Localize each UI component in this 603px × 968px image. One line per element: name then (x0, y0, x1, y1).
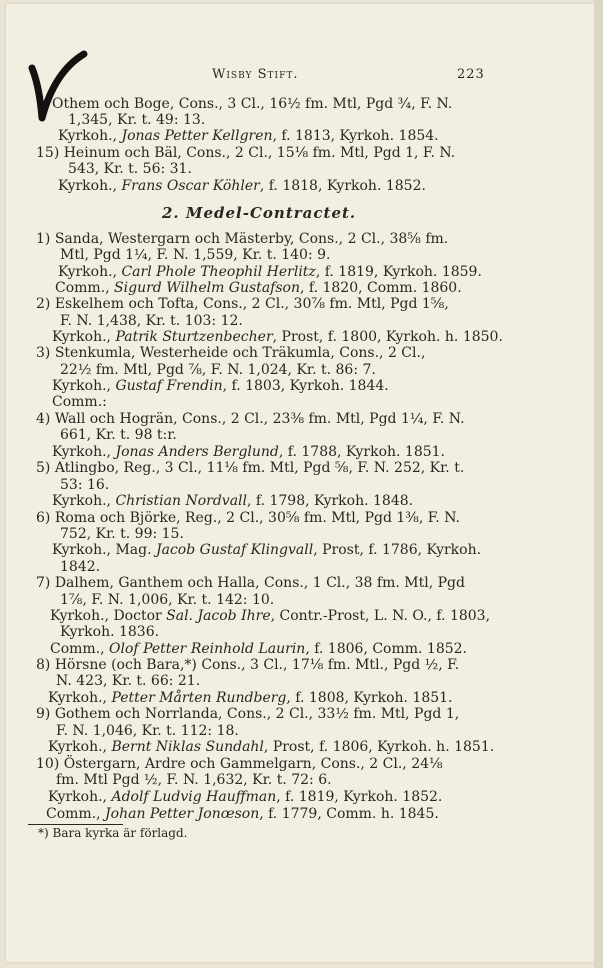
text-line (36, 706, 459, 722)
text-run: Kyrkoh., Doctor (50, 608, 167, 624)
text-run: Kyrkoh., (58, 264, 122, 280)
text-run: , f. 1820, Comm. 1860. (299, 280, 462, 296)
text-run: Kyrkoh., (58, 128, 122, 144)
text-line (50, 641, 467, 657)
text-run: Comm., (55, 280, 115, 296)
text-line (52, 394, 107, 410)
footnote-rule (28, 824, 123, 825)
text-run: Comm., (50, 641, 110, 657)
text-run: fm. Mtl Pgd ½, F. N. 1,632, Kr. t. 72: 6. (56, 772, 332, 788)
text-line (56, 673, 200, 689)
text-run: , f. 1779, Comm. h. 1845. (259, 806, 439, 822)
text-line (68, 112, 205, 128)
text-run: Mtl, Pgd 1¼, F. N. 1,559, Kr. t. 140: 9. (60, 247, 331, 263)
text-run: Kyrkoh., (52, 329, 116, 345)
text-line (36, 657, 459, 673)
text-run: , Prost, f. 1800, Kyrkoh. h. 1850. (272, 329, 503, 345)
person-name: Olof Petter Reinhold Laurin (109, 641, 306, 657)
text-run: , f. 1803, Kyrkoh. 1844. (222, 378, 389, 394)
text-line (60, 526, 184, 542)
text-run: 3) Stenkumla, Westerheide och Träkumla, Cons., 2 Cl., (36, 345, 426, 361)
text-run: 1842. (60, 559, 101, 575)
text-run: 752, Kr. t. 99: 15. (60, 526, 184, 542)
text-line (50, 608, 490, 624)
person-name: Gustaf Frendin (115, 378, 223, 394)
person-name: Petter Mårten Rundberg (111, 690, 287, 706)
text-line (58, 178, 426, 194)
text-run: Kyrkoh., (52, 444, 116, 460)
text-line (56, 772, 332, 788)
text-line (56, 723, 239, 739)
text-run: , f. 1788, Kyrkoh. 1851. (278, 444, 445, 460)
person-name: Patrik Sturtzenbecher (115, 329, 273, 345)
text-line (60, 427, 177, 443)
person-name: Adolf Ludvig Hauffman (111, 789, 277, 805)
text-run: 661, Kr. t. 98 t:r. (60, 427, 177, 443)
text-run: 53: 16. (60, 477, 110, 493)
text-run: Kyrkoh., (52, 493, 116, 509)
running-header-title: Wisby Stift. (212, 67, 299, 82)
person-name: Carl Phole Theophil Herlitz (121, 264, 316, 280)
person-name: Frans Oscar Köhler (121, 178, 260, 194)
text-run: 15) Heinum och Bäl, Cons., 2 Cl., 15⅛ fm. Mtl, Pgd 1, F. N. (36, 145, 456, 161)
person-name: Sigurd Wilhelm Gustafson (114, 280, 300, 296)
text-run: Comm., (46, 806, 106, 822)
text-line (36, 575, 465, 591)
text-run: 543, Kr. t. 56: 31. (68, 161, 192, 177)
text-line (60, 477, 109, 493)
text-line (36, 510, 460, 526)
text-run: , Contr.-Prost, L. N. O., f. 1803, (270, 608, 491, 624)
text-line (46, 806, 439, 822)
text-run: Kyrkoh. 1836. (60, 624, 160, 640)
text-run: Kyrkoh., (48, 789, 112, 805)
text-line (55, 280, 462, 296)
footnote: *) Bara kyrka är förlagd. (38, 826, 188, 840)
text-run: 1,345, Kr. t. 49: 13. (68, 112, 206, 128)
person-name: Bernt Niklas Sundahl (111, 739, 264, 755)
text-line (52, 329, 503, 345)
text-line (58, 128, 439, 144)
person-name: Johan Petter Jonœson (105, 806, 260, 822)
person-name: Sal. Jacob Ihre (166, 608, 271, 624)
text-run: 1) Sanda, Westergarn och Mästerby, Cons., 2 Cl., 38⅝ fm. (36, 231, 449, 247)
text-line (36, 756, 443, 772)
text-line (60, 362, 376, 378)
text-run: 10) Östergarn, Ardre och Gammelgarn, Cons., 2 Cl., 24⅛ (36, 756, 443, 772)
person-name: Jonas Anders Berglund (115, 444, 279, 460)
text-run: Othem och Boge, Cons., 3 Cl., 16½ fm. Mtl, Pgd ¾, F. N. (52, 96, 453, 112)
text-run: 1⅞, F. N. 1,006, Kr. t. 142: 10. (60, 592, 275, 608)
text-run: F. N. 1,046, Kr. t. 112: 18. (56, 723, 239, 739)
text-run: 4) Wall och Hogrän, Cons., 2 Cl., 23⅜ fm. Mtl, Pgd 1¼, F. N. (36, 411, 465, 427)
text-run: , f. 1806, Comm. 1852. (305, 641, 468, 657)
text-line (60, 313, 243, 329)
text-line (48, 789, 442, 805)
text-run: Comm.: (52, 394, 107, 410)
text-run: Kyrkoh., (48, 690, 112, 706)
text-run: , f. 1813, Kyrkoh. 1854. (272, 128, 439, 144)
text-line (52, 96, 452, 112)
text-line (36, 411, 465, 427)
text-run: , f. 1808, Kyrkoh. 1851. (286, 690, 453, 706)
text-line (60, 247, 330, 263)
text-run: F. N. 1,438, Kr. t. 103: 12. (60, 313, 243, 329)
text-run: , f. 1818, Kyrkoh. 1852. (259, 178, 426, 194)
text-run: Kyrkoh., (48, 739, 112, 755)
text-run: Kyrkoh., (52, 378, 116, 394)
text-line (36, 345, 425, 361)
text-run: N. 423, Kr. t. 66: 21. (56, 673, 201, 689)
text-line (60, 559, 100, 575)
text-line (36, 460, 464, 476)
text-run: , Prost, f. 1806, Kyrkoh. h. 1851. (263, 739, 495, 755)
text-run: 6) Roma och Björke, Reg., 2 Cl., 30⅝ fm. Mtl, Pgd 1⅜, F. N. (36, 510, 460, 526)
text-run: Kyrkoh., Mag. (52, 542, 156, 558)
page-number: 223 (457, 67, 485, 82)
text-run: , f. 1798, Kyrkoh. 1848. (247, 493, 414, 509)
text-run: 2) Eskelhem och Tofta, Cons., 2 Cl., 30⅞ fm. Mtl, Pgd 1⅝, (36, 296, 449, 312)
text-line (52, 493, 413, 509)
text-line (48, 739, 494, 755)
text-run: 7) Dalhem, Ganthem och Halla, Cons., 1 Cl., 38 fm. Mtl, Pgd (36, 575, 465, 591)
text-line (58, 264, 482, 280)
section-heading: 2. Medel-Contractet. (162, 204, 357, 222)
text-line (36, 296, 449, 312)
text-run: , f. 1819, Kyrkoh. 1852. (276, 789, 443, 805)
text-run: 5) Atlingbo, Reg., 3 Cl., 11⅛ fm. Mtl, Pgd ⅝, F. N. 252, Kr. t. (36, 460, 465, 476)
page-edge (594, 0, 603, 968)
text-run: 22½ fm. Mtl, Pgd ⅞, F. N. 1,024, Kr. t. 86: 7. (60, 362, 376, 378)
text-run: 9) Gothem och Norrlanda, Cons., 2 Cl., 33½ fm. Mtl, Pgd 1, (36, 706, 460, 722)
text-line (36, 231, 448, 247)
text-line (48, 690, 453, 706)
text-line (52, 444, 445, 460)
text-line (60, 592, 274, 608)
text-run: 8) Hörsne (och Bara,*) Cons., 3 Cl., 17⅛ fm. Mtl., Pgd ½, F. (36, 657, 460, 673)
text-run: , f. 1819, Kyrkoh. 1859. (315, 264, 482, 280)
text-run: Kyrkoh., (58, 178, 122, 194)
text-line (36, 145, 455, 161)
person-name: Jonas Petter Kellgren (121, 128, 273, 144)
text-run: , Prost, f. 1786, Kyrkoh. (313, 542, 482, 558)
person-name: Christian Nordvall (115, 493, 247, 509)
text-line (60, 624, 159, 640)
text-line (52, 378, 389, 394)
person-name: Jacob Gustaf Klingvall (156, 542, 314, 558)
text-line (52, 542, 481, 558)
text-line (68, 161, 192, 177)
